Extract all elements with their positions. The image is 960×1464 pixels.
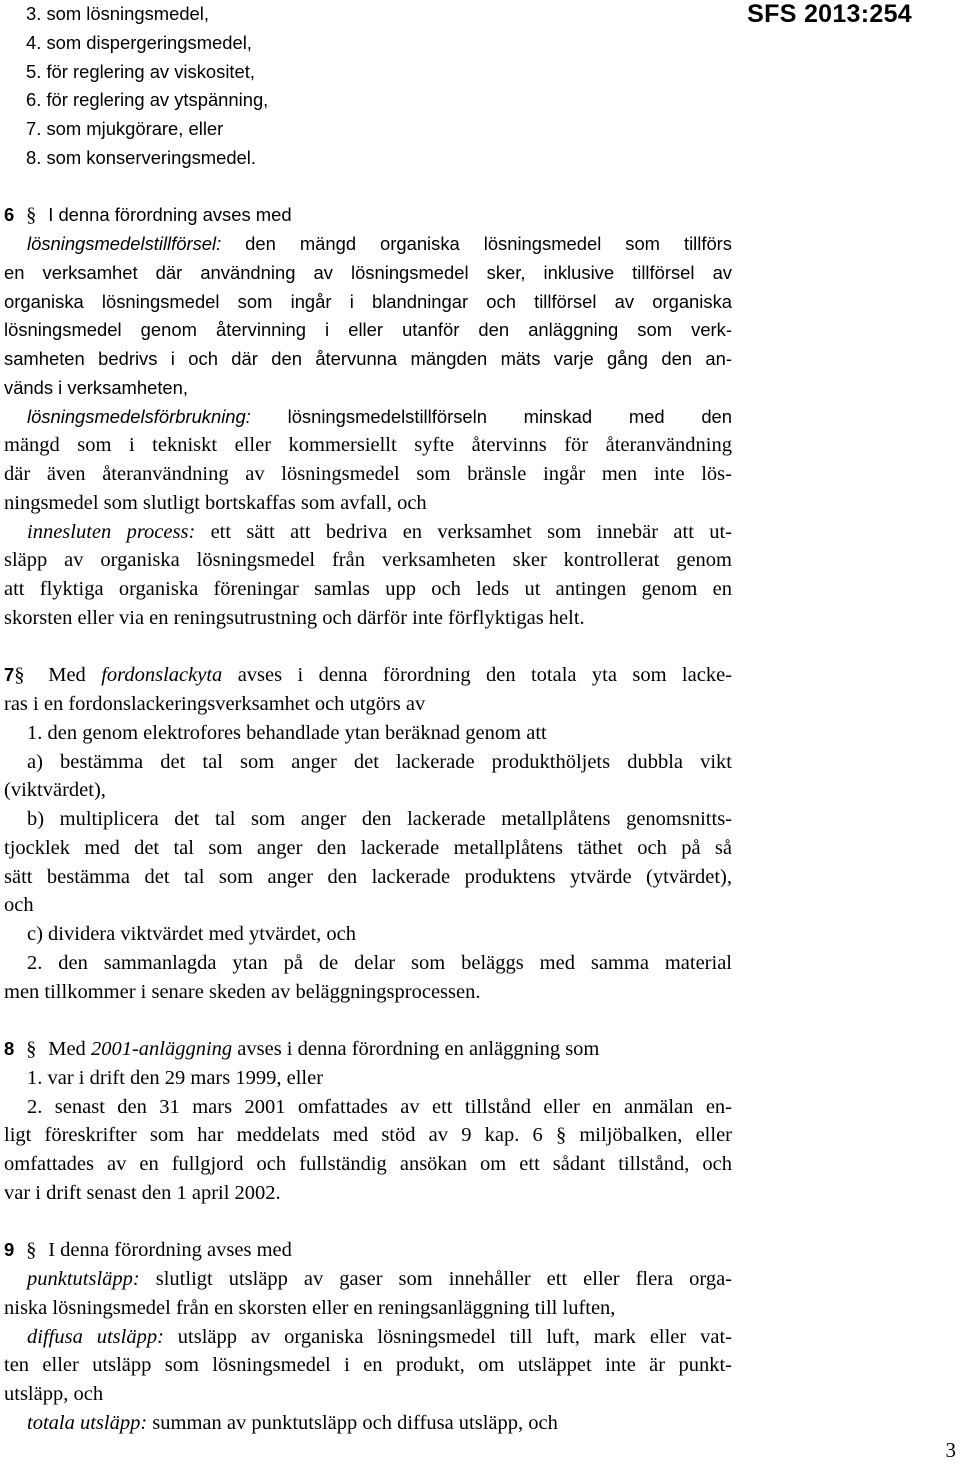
defined-term: totala utsläpp: xyxy=(27,1411,148,1434)
list-item: 3. som lösningsmedel, xyxy=(26,3,209,24)
list-item: 5. för reglering av viskositet, xyxy=(26,60,255,82)
list-item: c) dividera viktvärdet med ytvärdet, och xyxy=(27,923,357,945)
text-line: ett sätt att bedriva en verksamhet som innebär att ut- xyxy=(195,520,732,543)
list-item: 7. som mjukgörare, eller xyxy=(26,118,224,139)
paragraph-sign-icon: § xyxy=(14,664,25,687)
section-number: 6 xyxy=(4,204,15,226)
defined-term: diffusa utsläpp: xyxy=(27,1325,164,1348)
section-8 xyxy=(4,1035,732,1208)
text-line: summan av punktutsläpp och diffusa utsläpp, och xyxy=(147,1411,558,1434)
defined-term: lösningsmedelstillförsel: xyxy=(27,233,222,254)
list-item: 8. som konserveringsmedel. xyxy=(26,146,256,168)
text-line: Med xyxy=(48,1038,91,1060)
definition-line xyxy=(4,518,732,547)
text-line: lösningsmedelstillförseln minskad med den xyxy=(250,405,732,427)
section-6-heading xyxy=(4,201,732,230)
text-line: skorsten eller via en reningsutrustning och därför inte förflyktigas helt. xyxy=(4,606,585,629)
defined-term: lösningsmedelsförbrukning: xyxy=(27,405,251,427)
list-item: 6. för reglering av ytspänning, xyxy=(26,89,269,111)
section-intro: I denna förordning avses med xyxy=(48,1239,292,1262)
list-item: b) multiplicera det tal som anger den lackerade metallplåtens genomsnitts- xyxy=(27,808,732,830)
section-7-heading xyxy=(4,661,732,690)
paragraph-sign-icon: § xyxy=(26,1038,37,1060)
defined-term: fordonslackyta xyxy=(101,664,223,687)
sfs-header: SFS 2013:254 xyxy=(747,0,912,28)
paragraph-sign-icon: § xyxy=(555,1124,567,1147)
list-item: 1. var i drift den 29 mars 1999, eller xyxy=(27,1066,324,1089)
definition-line xyxy=(4,1323,732,1352)
page-number: 3 xyxy=(945,1438,956,1462)
definition-line xyxy=(4,1265,732,1294)
text-line: sätt bestämma det tal som anger den lackerade produktens ytvärde (ytvärdet), xyxy=(4,865,732,888)
text-line: (viktvärdet), xyxy=(4,779,106,802)
text-line: och xyxy=(4,894,34,917)
definition-line xyxy=(4,403,732,432)
text-line: vänds i verksamheten, xyxy=(4,376,188,398)
text-line: släpp av organiska lösningsmedel från verksamheten sker kontrollerat genom xyxy=(4,549,732,572)
text-line: ligt föreskrifter som har meddelats med stöd av 9 kap. 6 xyxy=(4,1124,556,1147)
text-line: omfattades av en fullgjord och fullständig ansökan om ett sådant tillstånd, och xyxy=(4,1153,732,1175)
text-line: avses i denna förordning den totala yta som lacke- xyxy=(222,664,732,687)
document-body xyxy=(4,0,732,1438)
section-9 xyxy=(4,1236,732,1437)
section-number: 8 xyxy=(4,1038,15,1059)
defined-term: innesluten process: xyxy=(27,520,196,543)
text-line: samheten bedrivs i och där den återvunna mängden mäts varje gång den an- xyxy=(4,348,732,369)
list-item: 2. senast den 31 mars 2001 omfattades av ett tillstånd eller en anmälan en- xyxy=(27,1095,732,1118)
text-line: tjocklek med det tal som anger den lackerade metallplåtens täthet och på så xyxy=(4,836,732,859)
text-line: miljöbalken, eller xyxy=(566,1124,732,1147)
section-9-heading xyxy=(4,1236,732,1265)
section-7 xyxy=(4,661,732,1006)
text-line: att flyktiga organiska föreningar samlas upp och leds ut antingen genom en xyxy=(4,578,732,600)
list-item: 4. som dispergeringsmedel, xyxy=(26,31,252,53)
section-6 xyxy=(4,201,732,632)
section-intro: I denna förordning avses med xyxy=(48,204,292,226)
text-line: ras i en fordonslackeringsverksamhet och utgörs av xyxy=(4,693,426,715)
text-line: den mängd organiska lösningsmedel som tillförs xyxy=(221,233,732,254)
text-line: lösningsmedel genom återvinning i eller utanför den anläggning som verk- xyxy=(4,319,732,341)
continued-list xyxy=(4,0,732,173)
section-number: 9 xyxy=(4,1239,15,1261)
paragraph-sign-icon: § xyxy=(26,204,37,227)
text-line xyxy=(4,1121,732,1150)
text-line: mängd som i tekniskt eller kommersiellt syfte återvinns för återanvändning xyxy=(4,434,732,457)
text-line: niska lösningsmedel från en skorsten eller en reningsanläggning till luften, xyxy=(4,1296,616,1319)
text-line: utsläpp av organiska lösningsmedel till luft, mark eller vat- xyxy=(163,1325,732,1348)
defined-term: 2001-anläggning xyxy=(90,1038,233,1060)
list-item: 2. den sammanlagda ytan på de delar som beläggs med samma material xyxy=(27,951,732,974)
definition-line xyxy=(4,230,732,259)
section-8-heading xyxy=(4,1035,732,1064)
text-line: avses i denna förordning en anläggning som xyxy=(232,1038,600,1060)
list-item: 1. den genom elektrofores behandlade ytan beräknad genom att xyxy=(27,721,547,744)
definition-line xyxy=(4,1409,732,1438)
text-line: där även återanvändning av lösningsmedel som bränsle ingår men inte lös- xyxy=(4,463,732,485)
text-line: men tillkommer i senare skeden av beläggningsprocessen. xyxy=(4,980,481,1003)
text-line: var i drift senast den 1 april 2002. xyxy=(4,1181,281,1204)
text-line: slutligt utsläpp av gaser som innehåller ett eller flera orga- xyxy=(139,1268,732,1290)
text-line: en verksamhet där användning av lösningsmedel sker, inklusive tillförsel av xyxy=(4,261,732,283)
section-number: 7 xyxy=(4,664,15,686)
paragraph-sign-icon: § xyxy=(26,1239,37,1262)
list-item: a) bestämma det tal som anger det lackerade produkthöljets dubbla vikt xyxy=(27,750,732,773)
defined-term: punktutsläpp: xyxy=(27,1268,140,1290)
text-line: ten eller utsläpp som lösningsmedel i en produkt, om utsläppet inte är punkt- xyxy=(4,1354,732,1377)
text-line: utsläpp, och xyxy=(4,1383,104,1405)
text-line: ningsmedel som slutligt bortskaffas som avfall, och xyxy=(4,491,427,514)
text-line: Med xyxy=(48,664,102,687)
text-line: organiska lösningsmedel som ingår i blandningar och tillförsel av organiska xyxy=(4,290,732,312)
